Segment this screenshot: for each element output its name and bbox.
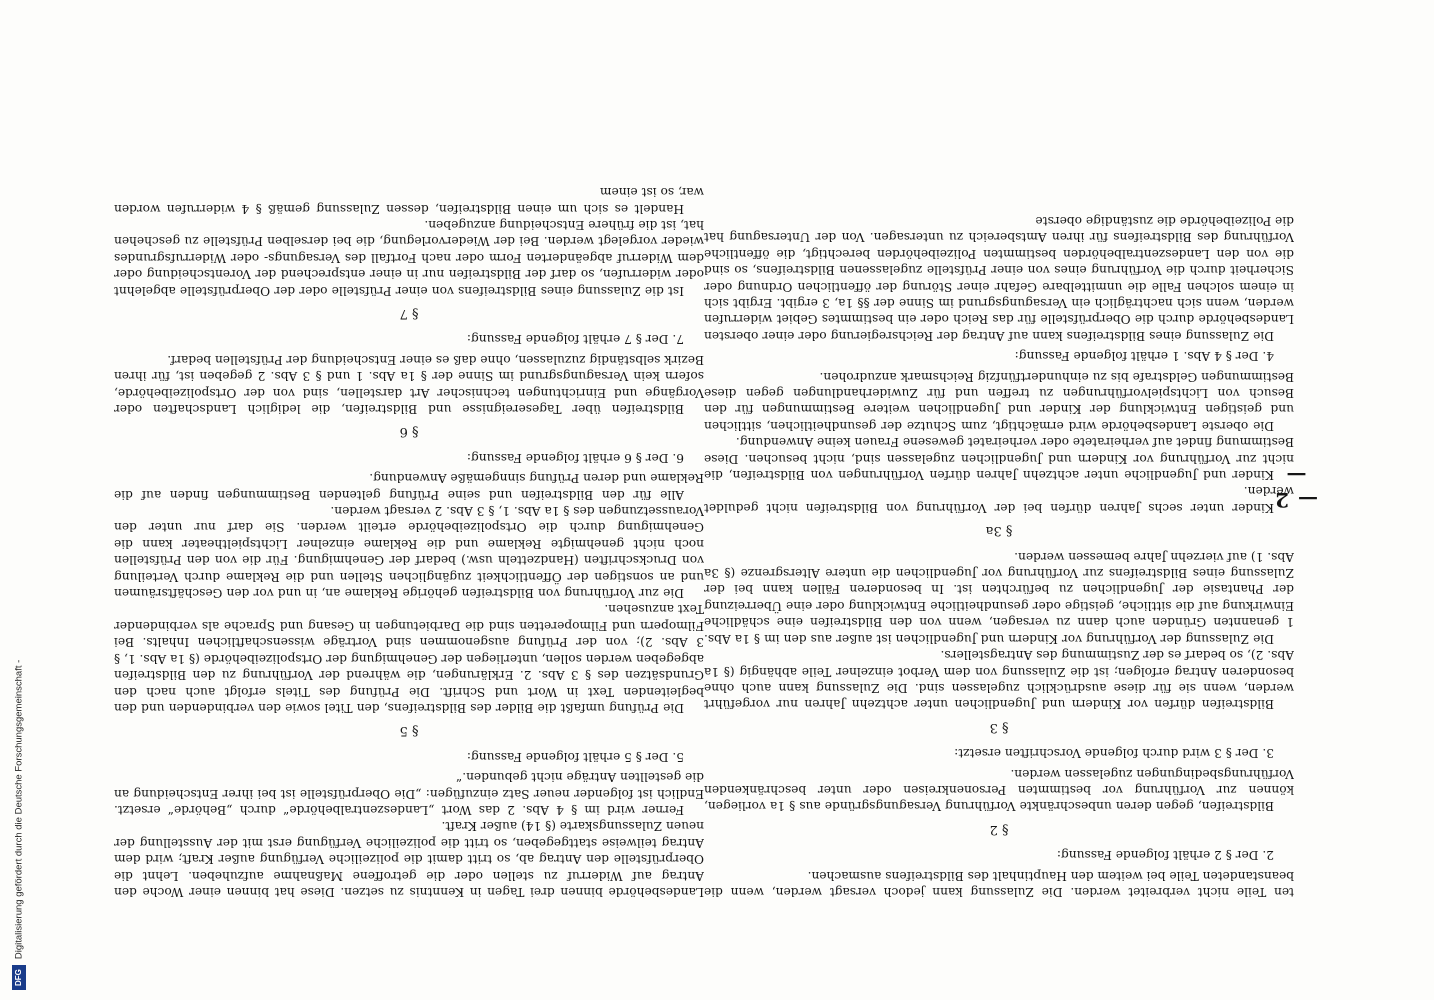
section-heading: § 3a <box>985 523 1013 539</box>
section-heading: § 2 <box>989 821 1009 837</box>
paragraph: Ferner wird im § 4 Abs. 2 das Wort „Landeszentralbehörde“ durch „Behörde“ ersetzt. Endlich ist folgender neuer Satz einzufügen: „Die Oberprüfstelle ist bei ihrer Entscheidung an die gestellten Anträge nicht gebunden.“ <box>114 770 704 817</box>
paragraph: Die Zulassung der Vorführung vor Kindern und Jugendlichen ist außer aus den im § 1a Abs. 1 genannten Gründen auch dann zu versagen, wenn von den Bildstreifen eine schädliche Einwirkung auf die sittliche, geistige oder gesundheitliche Entwicklung oder eine Überreizung der Phantasie der Jugendlichen zu befürchten ist. In besonderen Fällen kann bei der Zulassung eines Bildstreifens zur Vorführung vor Jugendlichen die untere Altersgrenze (§ 3a Abs. 1) auf vierzehn Jahre bemessen werden. <box>704 549 1294 646</box>
paragraph: Alle für den Bildstreifen und seine Prüfung geltenden Bestimmungen finden auf die Reklame und deren Prüfung sinngemäße Anwendung. <box>114 471 704 502</box>
amendment-item: 5. Der § 5 erhält folgende Fassung: <box>466 749 684 764</box>
dfg-logo-icon: DFG <box>12 965 26 990</box>
page-number: — 2 — <box>1274 464 1318 512</box>
paragraph: Kinder unter sechs Jahren dürfen bei der Vorführung von Bildstreifen nicht geduldet werden. <box>704 484 1294 515</box>
paragraph: Die zur Vorführung von Bildstreifen gehörige Reklame an, in und vor den Geschäftsräumen und an sonstigen der Öffentlichkeit zugänglichen Stellen und die Reklame durch Verteilung von Druckschriften (Handzetteln usw.) bedarf der Genehmigung. Für die von den Prüfstellen noch nicht genehmigte Reklame und die Reklame einzelner Lichtspieltheater kann die Genehmigung durch die Ortspolizeibehörde erteilt werden. Sie darf nur unter den Voraussetzungen des § 1a Abs. 1, § 3 Abs. 2 versagt werden. <box>114 504 704 601</box>
paragraph: Die Zulassung eines Bildstreifens kann auf Antrag der Reichsregierung oder einer obersten Landesbehörde durch die Oberprüfstelle für das Reich oder ein bestimmtes Gebiet widerrufen werden, wenn sich nachträglich ein Versagungsgrund im Sinne der §§ 1a, 3 ergibt. Ergibt sich in einem solchen Falle die unmittelbare Gefahr einer Störung der öffentlichen Ordnung oder Sicherheit durch die Vorführung eines von einer Prüfstelle zugelassenen Bildstreifens, so sind die von den Landeszentralbehörden bestimmten Polizeibehörden berechtigt, die öffentliche Vorführung des Bildstreifens für ihren Amtsbereich zu untersagen. Von der Untersagung hat die Polizeibehörde die zuständige oberste <box>704 213 1294 343</box>
paragraph: Kinder und Jugendliche unter achtzehn Jahren dürfen Vorführungen von Bildstreifen, die nicht zur Vorführung vor Kindern und Jugendlichen zugelassen sind, nicht besuchen. Diese Bestimmung findet auf verheiratete oder verheiratet gewesene Frauen keine Anwendung. <box>704 435 1294 483</box>
section-heading: § 6 <box>399 424 419 440</box>
paragraph: Ist die Zulassung eines Bildstreifens von einer Prüfstelle oder der Oberprüfstelle abgelehnt oder widerrufen, so darf der Bildstreifen nur in einer entsprechend der Vorentscheidung oder dem Widerruf abgeänderten Form oder nach Fortfall des Versagungs- oder Widerrufsgrundes wieder vorgelegt werden. Bei der Wiedervorlegung, die bei derselben Prüfstelle zu geschehen hat, ist die frühere Entscheidung anzugeben. <box>114 217 704 298</box>
paragraph: Handelt es sich um einen Bildstreifen, dessen Zulassung gemäß § 4 widerrufen worden war, so ist einem <box>114 185 704 216</box>
amendment-item: 6. Der § 6 erhält folgende Fassung: <box>466 450 684 465</box>
paragraph: Bildstreifen dürfen vor Kindern und Jugendlichen unter achtzehn Jahren nur vorgeführt werden, wenn sie für diese ausdrücklich zugelassen sind. Die Zulassung kann auch ohne besonderen Antrag erfolgen; ist die Zulassung von dem Verbot einzelner Teile abhängig (§ 1a Abs. 2), so bedarf es der Zustimmung des Antragstellers. <box>704 648 1294 712</box>
section-heading: § 5 <box>399 723 419 739</box>
text-column-right <box>114 100 704 900</box>
paragraph: Die oberste Landesbehörde wird ermächtigt, zum Schutze der gesundheitlichen, sittlichen und geistigen Entwicklung der Kinder und Jugendlichen weitere Bestimmungen für den Besuch von Lichtspielvorführungen zu treffen und für Zuwiderhandlungen gegen diese Bestimmungen Geldstrafe bis zu einhundertfünfzig Reichsmark anzudrohen. <box>704 369 1294 433</box>
amendment-item: 7. Der § 7 erhält folgende Fassung: <box>466 332 684 347</box>
paragraph: Bildstreifen über Tagesereignisse und Bildstreifen, die lediglich Landschaften oder Vorgänge und Einrichtungen technischer Art darstellen, sind von der Ortspolizeibehörde, sofern kein Versagungsgrund im Sinne der § 1a Abs. 1 und § 3 Abs. 2 gegeben ist, für ihren Bezirk selbständig zuzulassen, ohne daß es einer Entscheidung der Prüfstellen bedarf. <box>114 352 704 417</box>
amendment-item: 4. Der § 4 Abs. 1 erhält folgende Fassung: <box>1014 349 1274 364</box>
text-column-left <box>704 100 1294 900</box>
section-heading: § 3 <box>989 719 1009 735</box>
funding-text: Digitalisierung gefördert durch die Deutsche Forschungsgemeinschaft - <box>13 659 25 960</box>
section-heading: § 7 <box>399 306 419 321</box>
paragraph: Bildstreifen, gegen deren unbeschränkte Vorführung Versagungsgründe aus § 1a vorliegen, können zur Vorführung vor bestimmten Personenkreisen oder unter beschränkenden Vorführungsbedingungen zugelassen werden. <box>704 766 1294 814</box>
paragraph: Die Prüfung umfaßt die Bilder des Bildstreifens, den Titel sowie den verbindenden und den begleitenden Text in Wort und Schrift. Die Prüfung des Titels erfolgt auch nach den Grundsätzen des § 3 Abs. 2. Erklärungen, die während der Vorführung zu den Bildstreifen abgegeben werden sollen, unterliegen der Genehmigung der Ortspolizeibehörde (§ 1a Abs. 1, § 3 Abs. 2); von der Prüfung ausgenommen sind Vorträge wissenschaftlichen Inhalts. Bei Filmopern und Filmoperetten sind die Darbietungen in Gesang und Sprache als verbindender Text anzusehen. <box>114 602 704 715</box>
paragraph: Landesbehörde binnen drei Tagen in Kenntnis zu setzen. Diese hat binnen einer Woche den Antrag auf Widerruf zu stellen oder die getroffene Maßnahme aufzuheben. Lehnt die Oberprüfstelle den Antrag ab, so tritt damit die polizeiliche Verfügung außer Kraft; wird dem Antrag teilweise stattgegeben, so tritt die polizeiliche Verfügung erst mit der Ausstellung der neuen Zulassungskarte (§ 14) außer Kraft. <box>114 819 704 899</box>
amendment-item: 3. Der § 3 wird durch folgende Vorschriften ersetzt: <box>954 746 1274 761</box>
amendment-item: 2. Der § 2 erhält folgende Fassung: <box>1056 848 1274 863</box>
paragraph: ten Teile nicht verbreitet werden. Die Zulassung kann jedoch versagt werden, wenn die beanstandeten Teile bei weitem den Hauptinhalt des Bildstreifens ausmachen. <box>704 868 1294 899</box>
